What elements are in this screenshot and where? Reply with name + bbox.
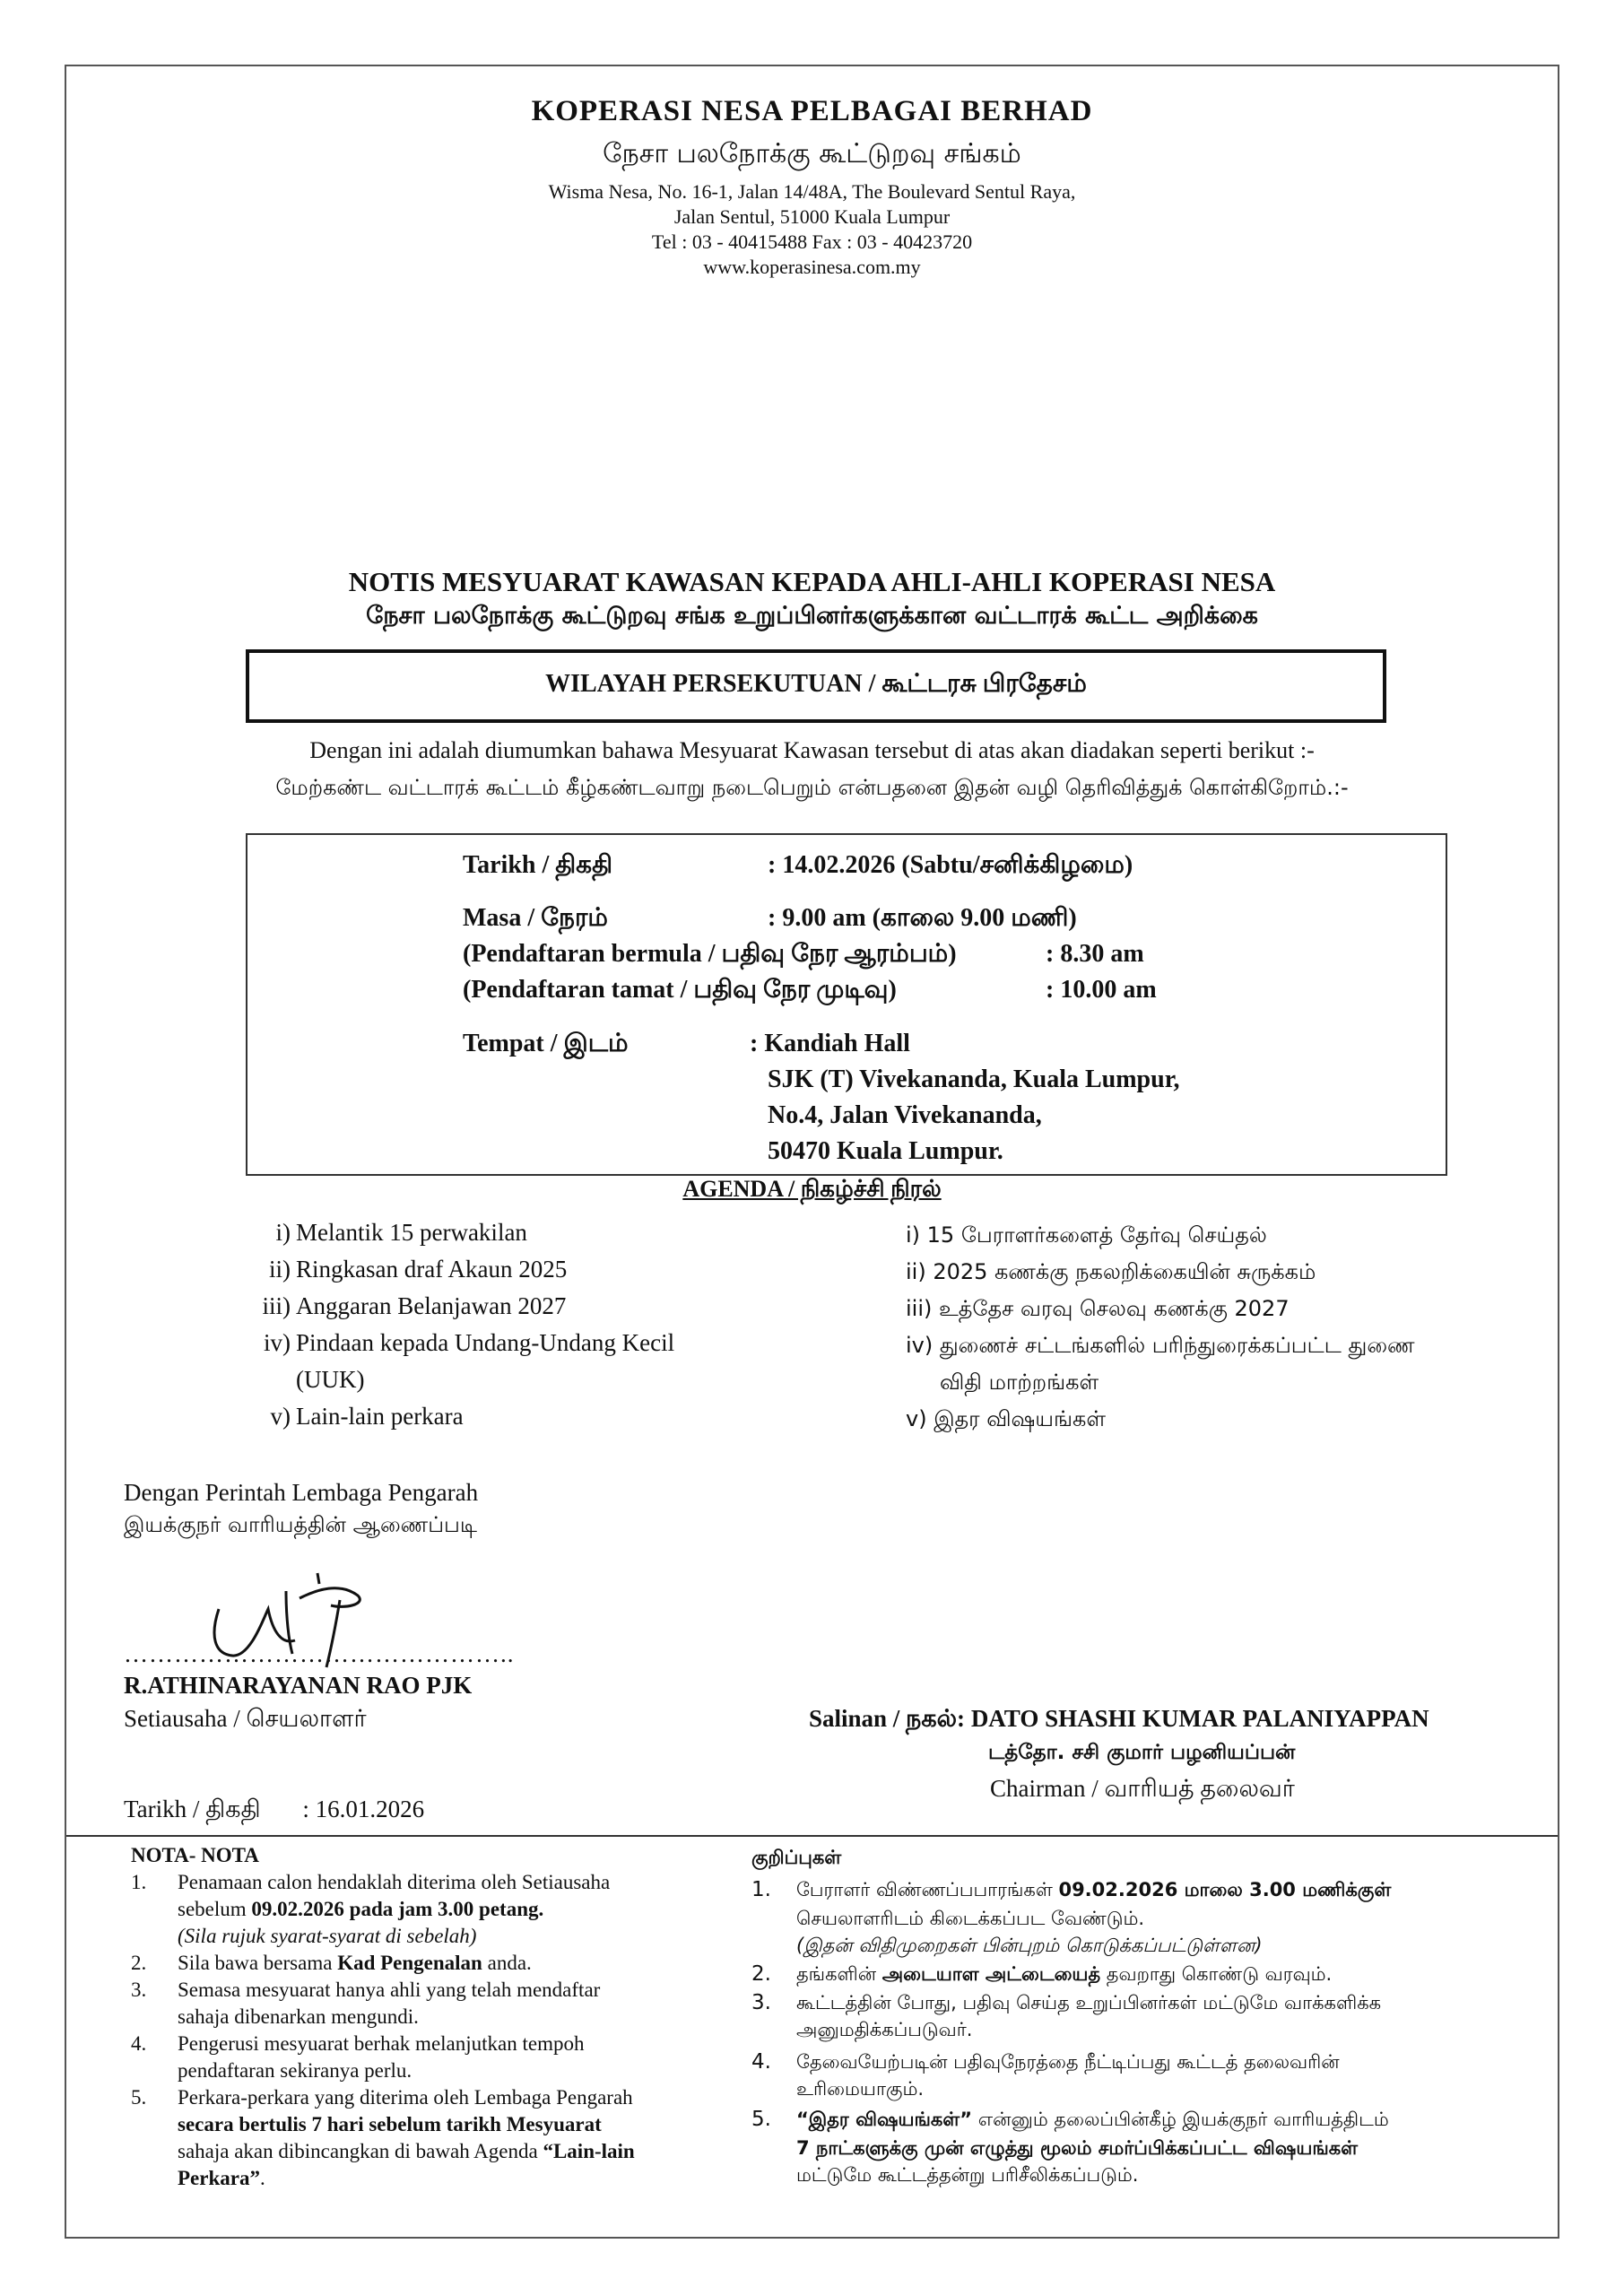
note-deadline: 09.02.2026 மாலை 3.00 மணிக்குள் — [1058, 1879, 1392, 1900]
note-4-tamil-line-2: உரிமையாகும். — [796, 2078, 925, 2100]
agenda-item-tamil: i) 15 பேராளர்களைத் தேர்வு செய்தல் — [906, 1222, 1267, 1248]
note-number: 3. — [751, 1991, 771, 2014]
agenda-item-tamil: iii) உத்தேச வரவு செலவு கணக்கு 2027 — [906, 1296, 1290, 1321]
note-3-tamil-line-1: கூட்டத்தின் போது, பதிவு செய்த உறுப்பினர்கள் மட்டுமே வாக்களிக்க — [796, 1992, 1382, 2013]
order-text-tamil: இயக்குநர் வாரியத்தின் ஆணைப்படி — [124, 1512, 478, 1537]
signatory-role: Setiausaha / செயலாளர் — [124, 1705, 367, 1732]
agenda-item-tamil: ii) 2025 கணக்கு நகலறிக்கையின் சுருக்கம் — [906, 1259, 1316, 1284]
note-number: 3. — [131, 1979, 147, 2001]
issue-date-value: : 16.01.2026 — [302, 1796, 425, 1822]
agenda-list-malay — [66, 1214, 811, 1519]
note-5-line-3 — [178, 2138, 635, 2165]
registration-end-value: : 10.00 am — [1046, 976, 1157, 1004]
venue-line-3: No.4, Jalan Vivekananda, — [768, 1101, 1042, 1129]
agenda-number: ii) — [269, 1256, 291, 1283]
agenda-item: Ringkasan draf Akaun 2025 — [296, 1256, 568, 1283]
region-box — [246, 649, 1386, 723]
note-text: . — [259, 2167, 265, 2189]
org-name: KOPERASI NESA PELBAGAI BERHAD — [531, 95, 1093, 127]
note-3-tamil-line-2: அனுமதிக்கப்படுவர். — [796, 2019, 973, 2040]
note-1-tamil-line-1 — [796, 1876, 1391, 1903]
note-bold: “Lain-lain — [543, 2140, 635, 2162]
note-bold: “இதர விஷயங்கள்” — [796, 2109, 973, 2130]
note-5-tamil-line-1 — [796, 2106, 1389, 2133]
note-number: 5. — [131, 2086, 147, 2109]
agenda-item-continued: (UUK) — [296, 1366, 365, 1393]
note-number: 2. — [131, 1952, 147, 1974]
website[interactable]: www.koperasinesa.com.my — [703, 256, 921, 278]
notice-title-tamil: நேசா பலநோக்கு கூட்டுறவு சங்க உறுப்பினர்களுக்கான வட்டாரக் கூட்ட அறிக்கை — [366, 602, 1258, 630]
copy-line — [809, 1705, 1429, 1736]
agenda-number: i) — [275, 1219, 291, 1246]
note-1-line-1: Penamaan calon hendaklah diterima oleh Setiausaha — [178, 1871, 611, 1893]
note-text: anda. — [482, 1952, 532, 1974]
agenda-item: Pindaan kepada Undang-Undang Kecil — [296, 1329, 675, 1356]
agenda-item-tamil: v) இதர விஷயங்கள் — [906, 1406, 1106, 1431]
note-number: 5. — [751, 2108, 771, 2131]
agenda-list-tamil — [906, 1217, 1551, 1522]
note-number: 2. — [751, 1962, 771, 1986]
note-5-line-2: secara bertulis 7 hari sebelum tarikh Mesyuarat — [178, 2113, 602, 2135]
note-5-tamil-line-2: 7 நாட்களுக்கு முன் எழுத்து மூலம் சமர்ப்பிக்கப்பட்ட விஷயங்கள் — [796, 2137, 1359, 2159]
notes-tamil — [751, 1842, 1550, 2237]
notes-heading-tamil: குறிப்புகள் — [751, 1847, 842, 1868]
note-4-tamil-line-1: தேவையேற்படின் பதிவுநேரத்தை நீட்டிப்பது கூட்டத் தலைவரின் — [796, 2051, 1340, 2073]
agenda-number: v) — [270, 1403, 291, 1430]
note-bold: Perkara” — [178, 2167, 260, 2189]
address-line-2: Jalan Sentul, 51000 Kuala Lumpur — [673, 205, 951, 228]
copy-name-tamil: டத்தோ. சசி குமார் பழனியப்பன் — [988, 1741, 1296, 1764]
venue-line-4: 50470 Kuala Lumpur. — [768, 1137, 1003, 1165]
note-text: Sila bawa bersama — [178, 1952, 338, 1974]
note-text: தவறாது கொண்டு வரவும். — [1100, 1963, 1333, 1985]
note-text: sahaja akan dibincangkan di bawah Agenda — [178, 2140, 543, 2162]
venue-line-1: : Kandiah Hall — [750, 1030, 910, 1057]
registration-start-value: : 8.30 am — [1046, 940, 1144, 968]
time-value: : 9.00 am (காலை 9.00 மணி) — [768, 904, 1077, 932]
note-text: sebelum — [178, 1898, 252, 1920]
agenda-item-tamil: iv) துணைச் சட்டங்களில் பரிந்துரைக்கப்பட்ட துணை — [906, 1333, 1415, 1358]
time-label: Masa / நேரம் — [463, 904, 608, 932]
agenda-number: iv) — [264, 1329, 291, 1356]
signatory-name: R.ATHINARAYANAN RAO PJK — [124, 1672, 473, 1699]
meeting-details-box — [246, 833, 1447, 1176]
note-2-tamil — [796, 1961, 1332, 1987]
agenda-heading: AGENDA / நிகழ்ச்சி நிரல் — [682, 1176, 942, 1202]
note-bold: Kad Pengenalan — [337, 1952, 482, 1974]
note-1-line-2 — [178, 1896, 543, 1923]
contact-line: Tel : 03 - 40415488 Fax : 03 - 40423720 — [651, 230, 973, 253]
note-1-tamil-line-2: செயலாளரிடம் கிடைக்கப்பட வேண்டும். — [796, 1908, 1145, 1929]
note-number: 1. — [751, 1878, 771, 1901]
note-bold: அடையாள அட்டையைத் — [881, 1963, 1101, 1985]
agenda-item-tamil-continued: விதி மாற்றங்கள் — [940, 1370, 1099, 1395]
note-3-line-2: sahaja dibenarkan mengundi. — [178, 2005, 419, 2028]
agenda-item: Melantik 15 perwakilan — [296, 1219, 527, 1246]
note-3-line-1: Semasa mesyuarat hanya ahli yang telah mendaftar — [178, 1979, 601, 2001]
address-line-1: Wisma Nesa, No. 16-1, Jalan 14/48A, The Boulevard Sentul Raya, — [548, 180, 1076, 203]
divider — [66, 1835, 1558, 1837]
announcement: Dengan ini adalah diumumkan bahawa Mesyuarat Kawasan tersebut di atas akan diadakan seperti berikut :- — [309, 737, 1315, 763]
order-text: Dengan Perintah Lembaga Pengarah — [124, 1479, 479, 1506]
copy-name: DATO SHASHI KUMAR PALANIYAPPAN — [965, 1705, 1429, 1732]
venue-line-2: SJK (T) Vivekananda, Kuala Lumpur, — [768, 1065, 1180, 1093]
issue-date-label: Tarikh / திகதி — [124, 1796, 261, 1822]
date-value: : 14.02.2026 (Sabtu/சனிக்கிழமை) — [768, 851, 1133, 879]
copy-role: Chairman / வாரியத் தலைவர் — [990, 1775, 1295, 1802]
note-1-tamil-line-3: (இதன் விதிமுறைகள் பின்புறம் கொடுக்கப்பட்டுள்ளன) — [796, 1935, 1263, 1956]
agenda-item: Anggaran Belanjawan 2027 — [296, 1292, 567, 1319]
date-label: Tarikh / திகதி — [463, 851, 613, 879]
org-name-tamil: நேசா பலநோக்கு கூட்டுறவு சங்கம் — [603, 138, 1021, 170]
signature-dots: ……………………………………….. — [124, 1640, 515, 1667]
notice-document — [65, 65, 1559, 2239]
copy-label: Salinan / நகல்: — [809, 1705, 966, 1732]
note-4-line-1: Pengerusi mesyuarat berhak melanjutkan tempoh — [178, 2032, 585, 2055]
venue-label: Tempat / இடம் — [463, 1030, 629, 1057]
note-number: 1. — [131, 1871, 147, 1893]
issue-date — [124, 1796, 424, 1827]
registration-start-label: (Pendaftaran bermula / பதிவு நேர ஆரம்பம்) — [463, 940, 957, 968]
note-5-tamil-line-3: மட்டுமே கூட்டத்தன்று பரிசீலிக்கப்படும். — [796, 2164, 1139, 2186]
note-5-line-1: Perkara-perkara yang diterima oleh Lembaga Pengarah — [178, 2086, 633, 2109]
note-text: என்னும் தலைப்பின்கீழ் இயக்குநர் வாரியத்திடம் — [972, 2109, 1389, 2130]
agenda-number: iii) — [262, 1292, 291, 1319]
note-1-line-3: (Sila rujuk syarat-syarat di sebelah) — [178, 1925, 477, 1947]
note-deadline: 09.02.2026 pada jam 3.00 petang. — [251, 1898, 544, 1920]
note-number: 4. — [131, 2032, 147, 2055]
note-5-line-4 — [178, 2165, 265, 2192]
announcement-tamil: மேற்கண்ட வட்டாரக் கூட்டம் கீழ்கண்டவாறு நடைபெறும் என்பதனை இதன் வழி தெரிவித்துக் கொள்கிறோம்.:- — [275, 775, 1349, 800]
registration-end-label: (Pendaftaran tamat / பதிவு நேர முடிவு) — [463, 976, 897, 1004]
note-2 — [178, 1950, 532, 1977]
note-text: பேராளர் விண்ணப்பபாரங்கள் — [796, 1879, 1059, 1900]
note-4-line-2: pendaftaran sekiranya perlu. — [178, 2059, 413, 2082]
notes-malay — [131, 1842, 795, 2237]
note-text: தங்களின் — [796, 1963, 882, 1985]
notes-heading: NOTA- NOTA — [131, 1844, 259, 1866]
region-label: WILAYAH PERSEKUTUAN / கூட்டரசு பிரதேசம் — [545, 670, 1087, 698]
note-number: 4. — [751, 2050, 771, 2074]
agenda-item: Lain-lain perkara — [296, 1403, 464, 1430]
notice-title: NOTIS MESYUARAT KAWASAN KEPADA AHLI-AHLI KOPERASI NESA — [348, 566, 1276, 597]
